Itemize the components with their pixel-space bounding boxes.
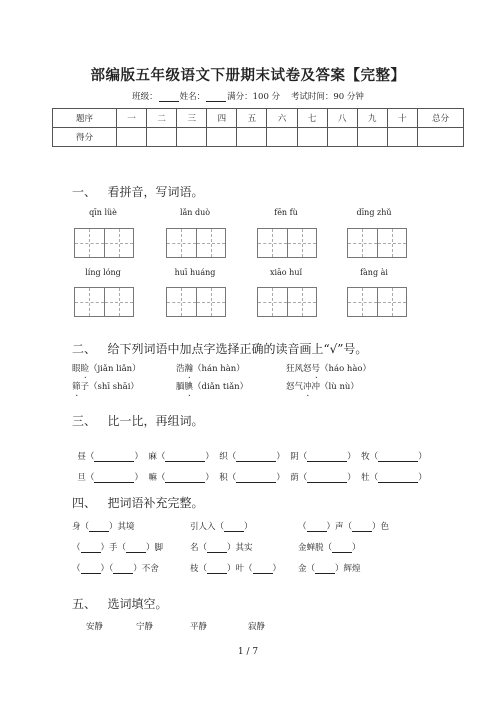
pinyin-label: líng lóng: [85, 268, 121, 277]
score-header-cell: 二: [147, 109, 177, 128]
answer-blank[interactable]: [236, 473, 276, 483]
section-title: 选词填空。: [107, 597, 168, 611]
compare-row: 昼（ ） 麻（ ） 织（ ） 阴（ ） 牧（ ）: [77, 452, 427, 462]
writing-grid[interactable]: [257, 287, 317, 317]
answer-blank[interactable]: [207, 543, 227, 553]
writing-grid[interactable]: [74, 287, 134, 317]
page-number: 1 / 7: [237, 647, 259, 657]
score-cell[interactable]: [237, 128, 267, 147]
writing-grid[interactable]: [166, 287, 226, 317]
answer-blank[interactable]: [81, 564, 101, 574]
exam-meta: [0, 90, 496, 102]
score-row-label: 得分: [53, 128, 117, 147]
word-option: 平静: [190, 622, 208, 632]
answer-blank[interactable]: [165, 473, 205, 483]
score-header-cell: 一: [117, 109, 147, 128]
pinyin-label: fēn fù: [274, 208, 298, 217]
section-title: 给下列词语中加点字选择正确的读音画上“√”号。: [107, 342, 368, 356]
section-4-heading: [72, 494, 203, 511]
writing-grid[interactable]: [347, 228, 407, 258]
pronunciation-options[interactable]: （diǎn tiǎn）: [193, 382, 249, 392]
full-score: 满分：100 分: [227, 92, 281, 102]
section-title: 把词语补充完整。: [107, 496, 204, 510]
section-title: 看拼音，写词语。: [107, 185, 204, 199]
score-header-cell: 十: [387, 109, 417, 128]
section-number: 二、: [72, 342, 97, 356]
score-cell[interactable]: [117, 128, 147, 147]
idiom-item: （ ）（ ）不舍: [72, 564, 159, 574]
word-option: 宁静: [136, 622, 154, 632]
answer-blank[interactable]: [253, 564, 273, 574]
score-cell[interactable]: [418, 128, 464, 147]
pronunciation-item: 腼腆（diǎn tiǎn）: [176, 382, 249, 392]
section-title: 比一比，再组词。: [107, 414, 204, 428]
class-blank[interactable]: [159, 92, 179, 102]
answer-blank[interactable]: [113, 564, 133, 574]
score-cell[interactable]: [357, 128, 387, 147]
answer-blank[interactable]: [94, 473, 134, 483]
score-header-cell: 八: [327, 109, 357, 128]
idiom-item: 金（ ）辉煌: [298, 564, 361, 574]
section-number: 五、: [72, 597, 97, 611]
idiom-item: 名（ ）其实: [190, 543, 253, 553]
idiom-item: （ ）声（ ）色: [298, 522, 390, 532]
score-cell[interactable]: [387, 128, 417, 147]
score-header-cell: 七: [297, 109, 327, 128]
pinyin-label: fàng ài: [360, 268, 388, 277]
pronunciation-item: 狂风怒号（háo hào）: [286, 364, 372, 374]
pinyin-label: huī huáng: [174, 268, 216, 277]
section-1-heading: [72, 183, 203, 200]
answer-blank[interactable]: [207, 564, 227, 574]
name-label: 姓名：: [179, 92, 206, 102]
class-label: 班级：: [132, 92, 158, 102]
pronunciation-item: 筛子（shī shāi）: [72, 382, 139, 392]
page-title: 部编版五年级语文下册期末试卷及答案【完整】: [90, 67, 406, 84]
score-cell[interactable]: [177, 128, 207, 147]
score-header-cell: 题序: [53, 109, 117, 128]
section-3-heading: [72, 412, 203, 429]
pronunciation-options[interactable]: （lù nù）: [320, 382, 359, 392]
writing-grid[interactable]: [74, 228, 134, 258]
pinyin-label: lǎn duò: [179, 208, 211, 217]
idiom-item: 引人入（ ）: [190, 522, 253, 532]
score-cell[interactable]: [297, 128, 327, 147]
score-header-cell: 总分: [418, 109, 464, 128]
idiom-item: （ ）手（ ）脚: [72, 543, 164, 553]
score-header-cell: 九: [357, 109, 387, 128]
score-header-cell: 三: [177, 109, 207, 128]
answer-blank[interactable]: [332, 543, 352, 553]
answer-blank[interactable]: [307, 522, 327, 532]
section-number: 一、: [72, 185, 97, 199]
answer-blank[interactable]: [81, 543, 101, 553]
answer-blank[interactable]: [126, 543, 146, 553]
pronunciation-item: 浩瀚（hán hàn）: [176, 364, 245, 374]
section-number: 三、: [72, 414, 97, 428]
answer-blank[interactable]: [89, 522, 109, 532]
word-option: 寂静: [248, 622, 266, 632]
score-value-row: [53, 128, 464, 147]
score-cell[interactable]: [207, 128, 237, 147]
pronunciation-options[interactable]: （jiǎn liǎn）: [89, 364, 141, 374]
writing-grid[interactable]: [257, 228, 317, 258]
score-header-cell: 五: [237, 109, 267, 128]
pinyin-label: xiāo huǐ: [269, 268, 303, 277]
score-header-row: [53, 109, 464, 128]
idiom-item: 枝（ ）叶（ ）: [190, 564, 282, 574]
pronunciation-options[interactable]: （hán hàn）: [193, 364, 245, 374]
exam-time: 考试时间：90 分钟: [290, 92, 364, 102]
pronunciation-options[interactable]: （háo hào）: [320, 364, 372, 374]
answer-blank[interactable]: [224, 522, 244, 532]
idiom-item: 金蝉脱（ ）: [298, 543, 361, 553]
answer-blank[interactable]: [378, 473, 418, 483]
section-number: 四、: [72, 496, 97, 510]
pinyin-label: qīn lüè: [89, 208, 117, 217]
score-table: [52, 108, 464, 147]
pronunciation-item: 怒气冲冲（lù nù）: [286, 382, 359, 392]
score-cell[interactable]: [327, 128, 357, 147]
writing-grid[interactable]: [166, 228, 226, 258]
name-blank[interactable]: [206, 92, 226, 102]
score-cell[interactable]: [267, 128, 297, 147]
answer-blank[interactable]: [315, 564, 335, 574]
answer-blank[interactable]: [307, 473, 347, 483]
answer-blank[interactable]: [352, 522, 372, 532]
score-header-cell: 六: [267, 109, 297, 128]
section-2-heading: [72, 340, 367, 357]
pronunciation-item: 眼睑（jiǎn liǎn）: [72, 364, 141, 374]
word-option: 安静: [86, 622, 104, 632]
section-5-heading: [72, 595, 167, 612]
pronunciation-options[interactable]: （shī shāi）: [89, 382, 139, 392]
score-cell[interactable]: [147, 128, 177, 147]
pinyin-label: dīng zhǔ: [356, 208, 392, 217]
writing-grid[interactable]: [347, 287, 407, 317]
compare-row: 旦（ ） 嘛（ ） 积（ ） 荫（ ） 牡（ ）: [77, 473, 427, 483]
idiom-item: 身（ ）其境: [72, 522, 135, 532]
score-header-cell: 四: [207, 109, 237, 128]
